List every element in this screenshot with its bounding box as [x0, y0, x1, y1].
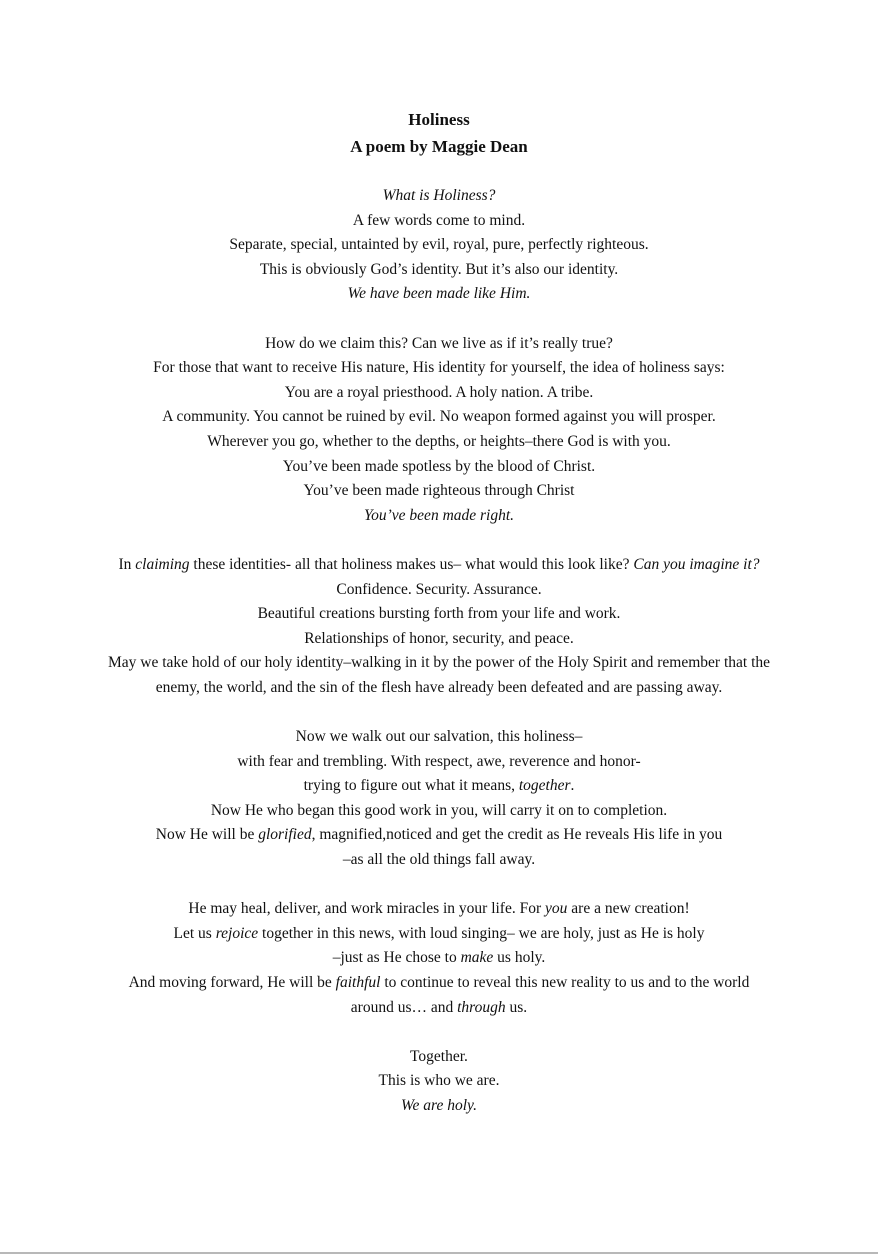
- italic-text-run: glorified: [258, 826, 312, 844]
- poem-line: with fear and trembling. With respect, awe, reverence and honor-: [237, 752, 641, 770]
- stanza-3: [0, 553, 878, 701]
- poem-line: A few words come to mind.: [352, 211, 526, 229]
- poem-line: For those that want to receive His nature, His identity for yourself, the idea of holiness says:: [153, 359, 725, 377]
- poem-line: Together.: [410, 1047, 468, 1065]
- text-run: us holy.: [493, 949, 546, 967]
- poem-line: You’ve been made right.: [363, 506, 515, 524]
- text-run: Now He will be: [155, 826, 259, 844]
- poem-line: We have been made like Him.: [347, 285, 531, 303]
- document-header: [0, 106, 878, 160]
- poem-line: Now He who began this good work in you, will carry it on to completion.: [210, 801, 668, 819]
- text-run: together in this news, with loud singing– we are holy, just as He is holy: [258, 924, 705, 942]
- stanza-5: [0, 897, 878, 1020]
- poem-line: Beautiful creations bursting forth from your life and work.: [257, 605, 621, 623]
- text-run: , magnified,noticed and get the credit as He reveals His life in you: [311, 826, 723, 844]
- stanza-1: [0, 184, 878, 307]
- poem-line: Relationships of honor, security, and peace.: [304, 629, 574, 647]
- poem-line: You are a royal priesthood. A holy nation. A tribe.: [284, 383, 594, 401]
- italic-text-run: Can you imagine it?: [633, 555, 760, 573]
- text-run: In: [118, 555, 136, 573]
- poem-title: Holiness: [408, 110, 470, 129]
- text-run: around us… and: [350, 998, 458, 1016]
- poem-line: What is Holiness?: [382, 187, 496, 204]
- poem-line: [0, 823, 878, 848]
- stanza-4: [0, 725, 878, 873]
- poem-line: [0, 774, 878, 799]
- poem-line: You’ve been made righteous through Christ: [303, 482, 575, 500]
- italic-text-run: claiming: [135, 555, 190, 573]
- stanza-6: [0, 1045, 878, 1119]
- text-run: these identities- all that holiness makes us– what would this look like?: [189, 555, 634, 573]
- stanza-2: [0, 332, 878, 529]
- italic-text-run: faithful: [335, 974, 381, 991]
- text-run: to continue to reveal this new reality to us and to the world: [380, 974, 750, 991]
- poem-line: May we take hold of our holy identity–walking in it by the power of the Holy Spirit and remember that the: [107, 654, 771, 672]
- poem-line: [0, 553, 878, 578]
- poem-line: A community. You cannot be ruined by evil. No weapon formed against you will prosper.: [162, 408, 716, 426]
- poem-line: Wherever you go, whether to the depths, or heights–there God is with you.: [207, 432, 671, 450]
- poem-line: [0, 996, 878, 1021]
- text-run: are a new creation!: [567, 900, 690, 918]
- italic-text-run: make: [460, 949, 494, 967]
- poem-line: This is who we are.: [378, 1072, 500, 1090]
- poem-line: [0, 897, 878, 922]
- poem-line: [0, 922, 878, 947]
- text-run: Let us: [173, 924, 216, 942]
- poem-line: –as all the old things fall away.: [342, 851, 536, 869]
- poem-line: [0, 946, 878, 971]
- italic-text-run: together: [518, 777, 571, 795]
- poem-body: [0, 184, 878, 1143]
- poem-line: This is obviously God’s identity. But it’s also our identity.: [259, 260, 619, 278]
- poem-line: You’ve been made spotless by the blood of Christ.: [282, 457, 596, 475]
- poem-line: enemy, the world, and the sin of the flesh have already been defeated and are passing away.: [155, 678, 723, 696]
- text-run: trying to figure out what it means,: [303, 777, 519, 795]
- text-run: us.: [505, 998, 528, 1016]
- italic-text-run: through: [457, 998, 506, 1016]
- poem-line: We are holy.: [401, 1096, 477, 1114]
- poem-line: Confidence. Security. Assurance.: [336, 580, 542, 598]
- poem-line: Now we walk out our salvation, this holiness–: [295, 728, 583, 746]
- poem-author-line: A poem by Maggie Dean: [350, 137, 528, 156]
- italic-text-run: rejoice: [215, 924, 259, 942]
- text-run: .: [570, 777, 575, 795]
- text-run: He may heal, deliver, and work miracles in your life. For: [188, 900, 546, 918]
- italic-text-run: you: [545, 900, 568, 918]
- text-run: And moving forward, He will be: [128, 974, 336, 991]
- poem-line: How do we claim this? Can we live as if it’s really true?: [265, 334, 613, 352]
- text-run: –just as He chose to: [332, 949, 461, 967]
- poem-line: Separate, special, untainted by evil, royal, pure, perfectly righteous.: [229, 236, 649, 254]
- poem-line: [0, 971, 878, 996]
